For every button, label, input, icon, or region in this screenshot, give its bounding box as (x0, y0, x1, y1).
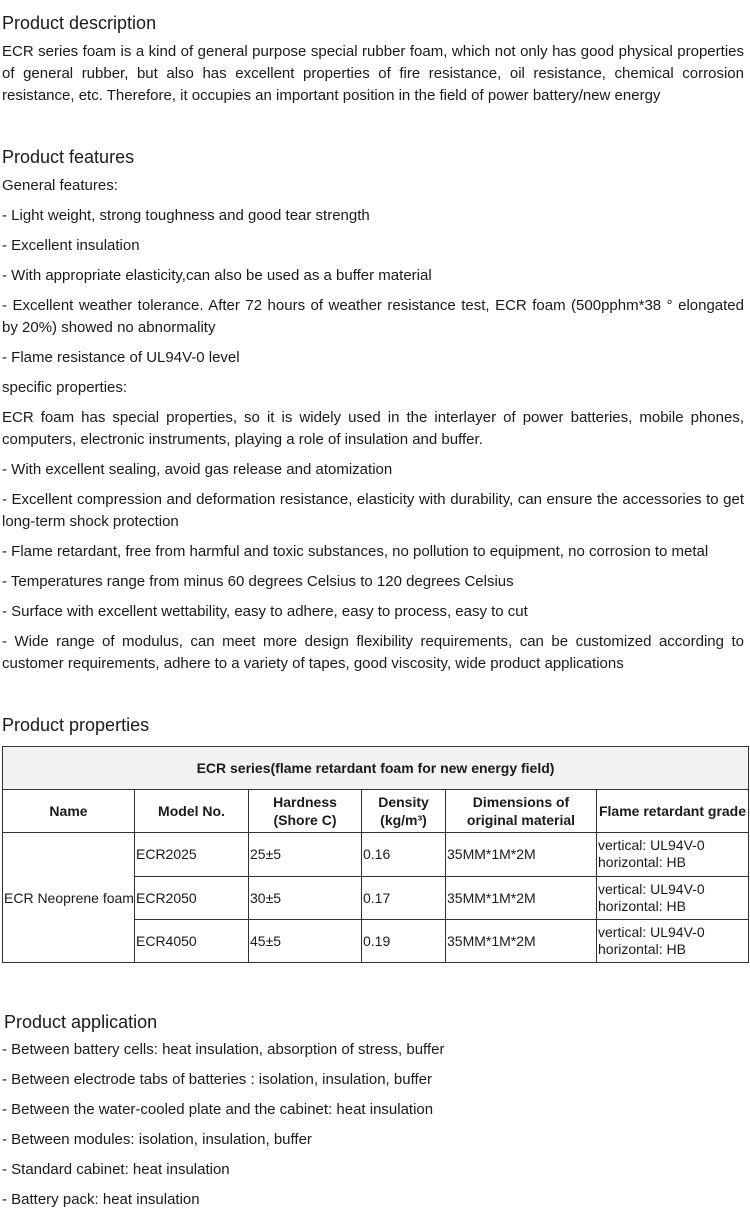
application-item: - Battery pack: heat insulation (2, 1191, 200, 1208)
general-features-label: General features: (2, 177, 118, 194)
features-heading: Product features (2, 147, 135, 167)
specific-intro: ECR foam has special properties, so it is widely used in the interlayer of power batteries, mobile phones, computers, electronic instruments, playing a role of insulation and buffer. (2, 409, 744, 448)
description-heading: Product description (2, 13, 157, 33)
table-row (3, 833, 749, 876)
application-heading: Product application (4, 1012, 158, 1032)
general-feature-item: - With appropriate elasticity,can also be used as a buffer material (2, 267, 432, 284)
dimensions-cell: 35MM*1M*2M (446, 833, 597, 876)
dimensions-cell: 35MM*1M*2M (446, 919, 597, 962)
specific-property-item: - Wide range of modulus, can meet more design flexibility requirements, can be customized according to customer requirements, adhere to a variety of tapes, good viscosity, wide product applications (2, 633, 744, 672)
dimensions-cell: 35MM*1M*2M (446, 876, 597, 919)
column-header-hardness: Hardness (Shore C) (249, 790, 362, 833)
specific-property-item: - With excellent sealing, avoid gas release and atomization (2, 461, 393, 478)
flame-grade-vertical: vertical: UL94V-0 (598, 923, 705, 940)
specific-property-item: - Surface with excellent wettability, easy to adhere, easy to process, easy to cut (2, 603, 528, 620)
description-text: ECR series foam is a kind of general purpose special rubber foam, which not only has good physical properties of general rubber, but also has excellent properties of fire resistance, oil resistance, chemical corrosion resistance, etc. Therefore, it occupies an important position in the field of power battery/new energy (2, 43, 744, 104)
density-cell: 0.17 (362, 876, 446, 919)
application-item: - Between battery cells: heat insulation, absorption of stress, buffer (2, 1041, 445, 1058)
flame-grade-cell (597, 833, 749, 876)
column-header-dimensions: Dimensions of original material (446, 790, 597, 833)
flame-grade-cell (597, 919, 749, 962)
model-cell: ECR2050 (135, 876, 249, 919)
specific-property-item: - Flame retardant, free from harmful and toxic substances, no pollution to equipment, no corrosion to metal (2, 543, 709, 560)
properties-heading: Product properties (2, 715, 150, 735)
flame-grade-vertical: vertical: UL94V-0 (598, 837, 705, 854)
density-cell: 0.19 (362, 919, 446, 962)
general-feature-item: - Excellent weather tolerance. After 72 hours of weather resistance test, ECR foam (500pphm*38 ° elongated by 20%) showed no abnormality (2, 297, 744, 336)
properties-table (2, 746, 749, 963)
product-name-cell: ECR Neoprene foam (3, 833, 135, 963)
application-item: - Between modules: isolation, insulation, buffer (2, 1131, 312, 1148)
flame-grade-horizontal: horizontal: HB (598, 897, 686, 914)
hardness-cell: 30±5 (249, 876, 362, 919)
model-cell: ECR4050 (135, 919, 249, 962)
specific-properties-label: specific properties: (2, 379, 128, 396)
density-cell: 0.16 (362, 833, 446, 876)
application-item: - Standard cabinet: heat insulation (2, 1161, 230, 1178)
hardness-cell: 25±5 (249, 833, 362, 876)
specific-property-item: - Excellent compression and deformation resistance, elasticity with durability, can ensure the accessories to get long-term shock protection (2, 491, 744, 530)
hardness-cell: 45±5 (249, 919, 362, 962)
application-item: - Between electrode tabs of batteries : isolation, insulation, buffer (2, 1071, 432, 1088)
model-cell: ECR2025 (135, 833, 249, 876)
flame-grade-cell (597, 876, 749, 919)
flame-grade-vertical: vertical: UL94V-0 (598, 880, 705, 897)
specific-property-item: - Temperatures range from minus 60 degrees Celsius to 120 degrees Celsius (2, 573, 514, 590)
flame-grade-horizontal: horizontal: HB (598, 854, 686, 871)
column-header-name: Name (3, 790, 135, 833)
flame-grade-horizontal: horizontal: HB (598, 940, 686, 957)
general-feature-item: - Light weight, strong toughness and good tear strength (2, 207, 370, 224)
column-header-model: Model No. (135, 790, 249, 833)
table-title: ECR series(flame retardant foam for new energy field) (3, 747, 749, 790)
general-feature-item: - Flame resistance of UL94V-0 level (2, 349, 240, 366)
column-header-density: Density (kg/m³) (362, 790, 446, 833)
general-feature-item: - Excellent insulation (2, 237, 140, 254)
application-item: - Between the water-cooled plate and the cabinet: heat insulation (2, 1101, 434, 1118)
column-header-flame-grade: Flame retardant grade (597, 790, 749, 833)
